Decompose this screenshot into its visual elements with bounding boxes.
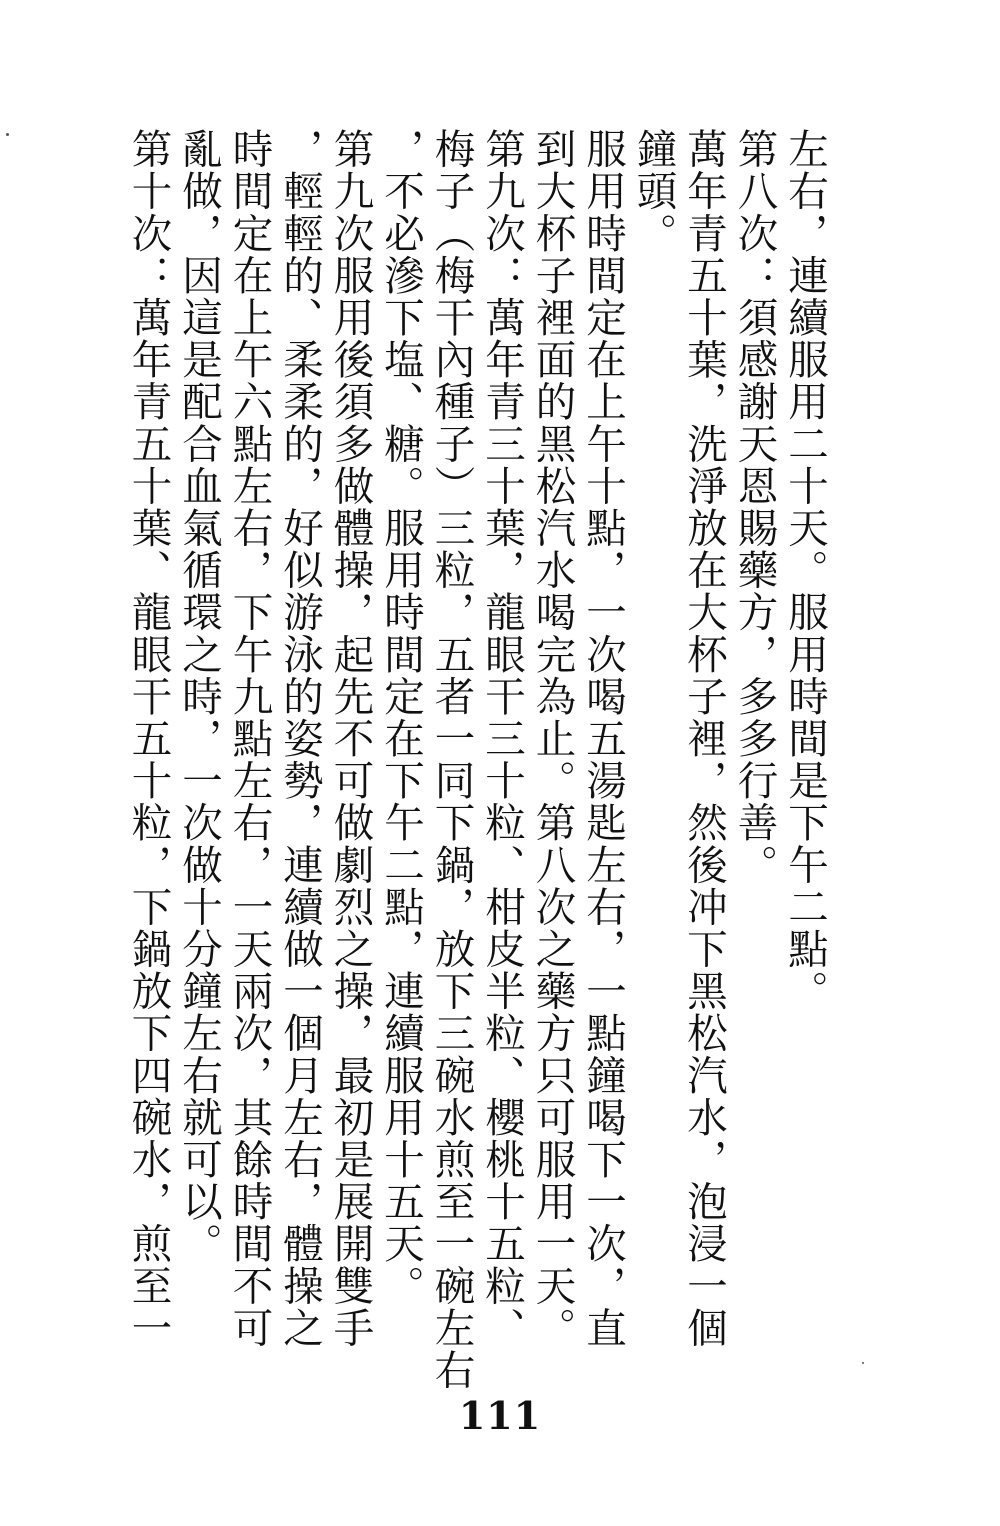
text-column-12: 時間定在上午六點左右，下午九點左右，一天兩次，其餘時間不可 <box>225 128 274 1349</box>
text-column-7: 第九次：萬年青三十葉，龍眼干三十粒、柑皮半粒、櫻桃十五粒、 <box>478 128 526 1349</box>
text-column-13: 亂做，因這是配合血氣循環之時，一次做十分鐘左右就可以。 <box>175 128 223 1265</box>
text-column-8: 梅子（梅干內種子）三粒，五者一同下鍋，放下三碗水煎至一碗左右 <box>427 128 476 1391</box>
text-column-10: 第九次服用後須多做體操，起先不可做劇烈之操，最初是展開雙手 <box>326 128 375 1349</box>
scan-speck <box>6 133 9 136</box>
scan-speck <box>862 1362 864 1364</box>
text-column-1: 左右，連續服用二十天。服用時間是下午二點。 <box>781 128 829 1013</box>
vertical-text-body <box>123 128 830 1391</box>
text-column-6: 到大杯子裡面的黑松汽水喝完為止。第八次之藥方只可服用一天。 <box>528 128 577 1349</box>
text-column-2: 第八次：須感謝天恩賜藥方，多多行善。 <box>730 128 779 886</box>
text-column-9: ，不必滲下塩、糖。服用時間定在下午二點，連續服用十五天。 <box>377 128 425 1307</box>
text-column-3: 萬年青五十葉，洗淨放在大杯子裡，然後冲下黑松汽水，泡浸一個 <box>680 128 728 1349</box>
text-column-5: 服用時間定在上午十點，一次喝五湯匙左右，一點鐘喝下一次，直 <box>579 128 627 1349</box>
text-column-4: 鐘頭。 <box>629 128 678 255</box>
page-number: 111 <box>458 1393 542 1438</box>
text-column-11: ，輕輕的、柔柔的，好似游泳的姿勢，連續做一個月左右，體操之 <box>276 128 324 1349</box>
text-column-14: 第十次：萬年青五十葉、龍眼干五十粒，下鍋放下四碗水，煎至一 <box>124 128 173 1349</box>
